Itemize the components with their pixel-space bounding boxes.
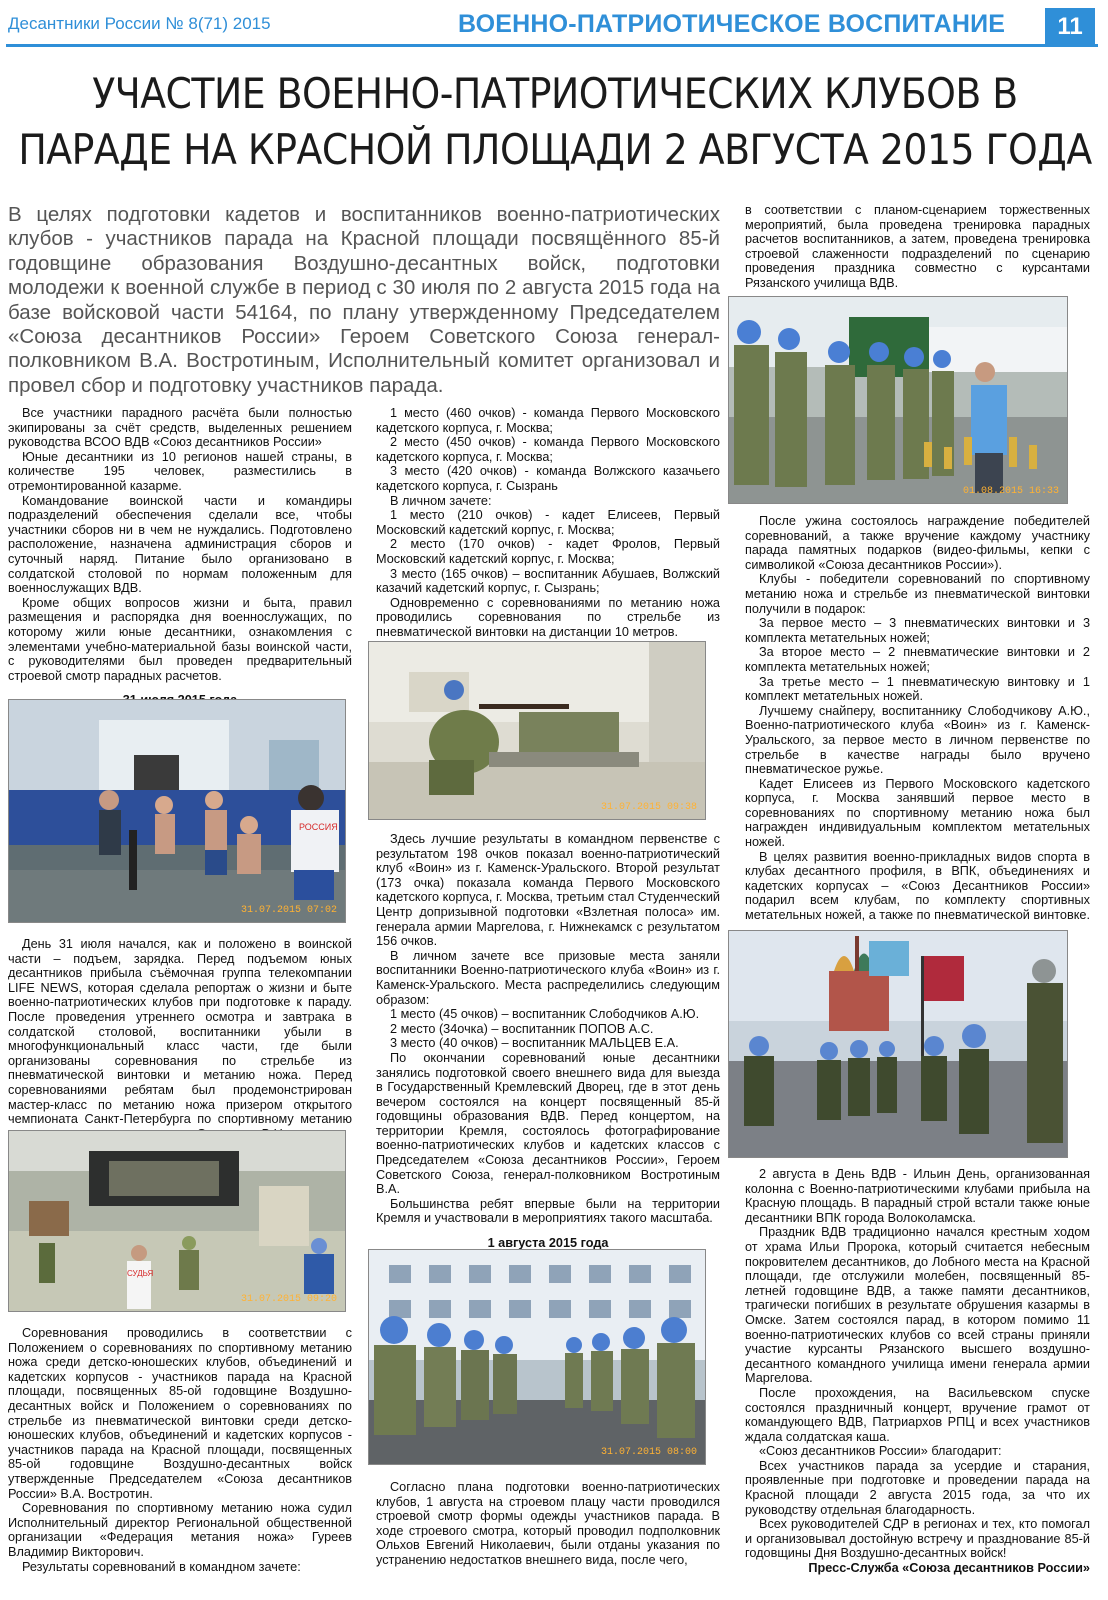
paragraph: Юные десантники из 10 регионов нашей страны, в количестве 195 человек, разместились в отремонтированной казарме. (8, 449, 352, 493)
column-c-top (745, 203, 1090, 291)
result-item: 2 место (450 очков) - команда Первого Московского кадетского корпуса, г. Москва; (376, 435, 720, 464)
date-subhead: 1 августа 2015 года (487, 1236, 609, 1251)
column-b-bottom (376, 1480, 720, 1568)
article-headline: УЧАСТИЕ ВОЕННО-ПАТРИОТИЧЕСКИХ КЛУБОВ В ПАРАДЕ НА КРАСНОЙ ПЛОЩАДИ 2 АВГУСТА 2015 ГОДА (18, 69, 1092, 174)
header-rule (6, 44, 1098, 47)
result-item: 2 место (34очка) – воспитанник ПОПОВ А.С. (390, 1021, 654, 1036)
photo-timestamp: 01.08.2015 16:33 (962, 486, 1059, 497)
article-signature: Пресс-Служба «Союза десантников России» (808, 1561, 1090, 1576)
photo-timestamp: 31.07.2015 07:02 (240, 905, 337, 916)
result-item: За второе место – 2 пневматические винтовки и 2 комплекта метательных ножей; (745, 645, 1090, 674)
paragraph: День 31 июля начался, как и положено в воинской части – подъем, зарядка. Перед подъемом юных десантников прибыла съёмочная группа телекомпании LIFE NEWS, которая сделала репортаж о жизни и быте военно-патриотических клубов при подготовке к параду. После проведения утреннего осмотра и завтрака в солдатской столовой, воспитанники убыли в многофункциональный класс части, где были организованы соревнования по стрельбе из пневматической винтовки и метанию ножа. Перед соревнованиями ребятам был продемонстрирован мастер-класс по метанию ножа призером открытого чемпионата Санкт-Петербурга по спортивному метанию (8, 937, 352, 1127)
paragraph: Командование воинской части и командиры подразделений обеспечения сделали все, чтобы участники сборов ни в чем не нуждались. Подготовлено расположение, назначена администрация сборов и суточный наряд. Питание было организовано в солдатской столовой по нормам положенным для военнослужащих ВДВ. (8, 493, 352, 596)
paragraph: Большинства ребят впервые были на территории Кремля и участвовали в мероприятиях такого масштаба. (376, 1196, 720, 1226)
result-item: 3 место (40 очков) – воспитанник МАЛЬЦЕВ Е.А. (390, 1036, 679, 1051)
photo-timestamp: 31.07.2015 09:38 (600, 802, 697, 813)
paragraph: Результаты соревнований в командном зачете: (22, 1559, 301, 1574)
paragraph: Клубы - победители соревнований по спортивному метанию ножа и стрельбе из пневматической винтовки получили в подарок: (745, 572, 1090, 616)
paragraph: Соревнования по спортивному метанию ножа судил Исполнительный директор Региональной общественной организации «Федерация метания ножа» Гуреев Владимир Викторович. (8, 1501, 352, 1559)
paragraph: По окончании соревнований юные десантники занялись подготовкой своего внешнего вида для выезда в Государственный Кремлевский Дворец, где в этот день вечером состоялся на концерт посвященный 85-й годовщины образования ВДВ. Перед концертом, на территории Кремля, состоялось фотографирование военно-патриотических клубов и кадетских классов с Председателем «Союза десантников России», Героем Советского Союза, генерал-полковником Востротиным В.А. (376, 1050, 720, 1197)
paragraph: В личном зачете: (390, 493, 492, 508)
result-item: За первое место – 3 пневматических винтовки и 3 комплекта метательных ножей; (745, 616, 1090, 645)
paragraph: В целях развития военно-прикладных видов спорта в клубах десантного профиля, в ВПК, объединениях и кадетских корпусах – «Союз Десантников России» подарил всем клубам, по комплекту спортивных метательных ножей, а также по пневматической винтовке. (745, 849, 1090, 923)
photo-knife-throwing (8, 1130, 346, 1312)
paragraph: Кадет Елисеев из Первого Московского кадетского корпуса, г. Москва занявший первое место в соревнованиях по спортивному метанию ножа был награжден индивидуальным комплектом метательных ножей. (745, 776, 1090, 850)
photo-shooting (368, 641, 706, 820)
page-number: 11 (1045, 8, 1095, 46)
paragraph: После ужина состоялось награждение победителей соревнований, а также вручение каждому участнику парада памятных подарков (видео-фильмы, кепки с символикой «Союза десантников России»). (745, 514, 1090, 572)
paragraph: Одновременно с соревнованиями по метанию ножа проводились соревнования по стрельбе из пневматической винтовки на дистанции 10 метров. (376, 595, 720, 639)
photo-morning-exercise (8, 699, 346, 923)
photo-timestamp: 31.07.2015 09:20 (240, 1294, 337, 1305)
result-item: 1 место (45 очков) – воспитанник Слободчиков А.Ю. (390, 1007, 700, 1022)
paragraph: Лучшему снайперу, воспитаннику Слободчикову А.Ю., Военно-патриотического клуба «Воин» из г. Каменск-Уральского, за первое место в личном первенстве по стрельбе в качестве награды было вручено пневматическое ружье. (745, 703, 1090, 777)
photo-red-square-parade (728, 930, 1068, 1158)
photo-drill-inspection (368, 1249, 706, 1465)
masthead: Десантники России № 8(71) 2015 (8, 14, 271, 33)
shirt-lettering: РОССИЯ (299, 822, 338, 832)
result-item: 3 место (165 очков) – воспитанник Абушаев, Волжский казачий кадетский корпус, г. Сызрань; (376, 566, 720, 596)
paragraph: Кроме общих вопросов жизни и быта, правил размещения и распорядка дня военнослужащих, по которому жили юные десантники, ознакомления с элементами учебно-материальной базы воинской части, с руководителями был проведен предварительный строевой смотр парадных расчетов. (8, 595, 352, 683)
column-a-bottom (8, 1326, 352, 1574)
paragraph: 2 августа в День ВДВ - Ильин День, организованная колонна с Военно-патриотическими клубами прибыла на Красную площадь. В парадный строй встали также юные десантники ВПК города Волоколамска. (745, 1167, 1090, 1225)
column-a-middle (8, 937, 352, 1141)
paragraph: Всех участников парада за усердие и старания, проявленные при подготовке и проведении парада на Красной площади 2 августа 2015 года, за что их руководству отдельная благодарность. (745, 1458, 1090, 1517)
column-a-top (8, 406, 352, 718)
article-lead: В целях подготовки кадетов и воспитанников военно-патриотических клубов - участников парада на Красной площади посвящённого 85-й годовщине образования Воздушно-десантных войск, подготовки молодежи к военной службе в период с 30 июля по 2 августа 2015 года на базе войсковой части 54164, по плану утвержденному Председателем «Союза десантников России» Героем Советского Союза генерал-полковником В.А. Востротиным, Исполнительный комитет организовал и провел сбор и подготовку участников парада. (8, 203, 720, 397)
paragraph: После прохождения, на Васильевском спуске состоялся праздничный концерт, вручение грамот от командующего ВДВ, Патриархов РПЦ и всех участников ждала солдатская каша. (745, 1385, 1090, 1444)
result-item: 1 место (210 очков) - кадет Елисеев, Первый Московский кадетский корпус, г. Москва; (376, 508, 720, 537)
result-item: 3 место (420 очков) - команда Волжского казачьего кадетского корпуса, г. Сызрань (376, 464, 720, 493)
column-c-bottom (745, 1167, 1090, 1576)
column-b-top (376, 406, 720, 640)
column-b-middle (376, 832, 720, 1261)
result-item: 2 место (170 очков) - кадет Фролов, Первый Московский кадетский корпус, г. Москва; (376, 537, 720, 566)
paragraph: Здесь лучшие результаты в командном первенстве с результатом 198 очков показал военно-патриотический клуб «Воин» из г. Каменск-Уральского. Второй результат (173 очка) показала команда Первого Московского кадетского корпуса, г. Москва, третьим стал Студенческий Центр допризывной подготовки «Взлетная полоса» им. генерала армии Маргелова, г. Нижнекамск с результатом 156 очков. (376, 832, 720, 949)
judge-lettering: СУДЬЯ (127, 1269, 154, 1278)
paragraph: Все участники парадного расчёта были полностью экипированы за счёт средств, выделенных решением руководства ВСОО ВДВ «Союз десантников России» (8, 406, 352, 450)
paragraph: Праздник ВДВ традиционно начался крестным ходом от храма Ильи Пророка, который считается небесным покровителем десантников, до Лобного места на Красной площади, где отслужили молебен, посвященный 85-летней годовщине ВДВ, а также памяти десантников, трагически погибших в результате обрушения казармы в Омске. Затем состоялся парад, в котором помимо 11 военно-патриотических клубов со всей страны приняли участие курсанты Рязанского высшего воздушно-десантного командного училища имени генерала армии Маргелова. (745, 1225, 1090, 1386)
paragraph: Согласно плана подготовки военно-патриотических клубов, 1 августа на строевом плацу части проводился строевой смотр формы одежды участников парада. В ходе строевого смотра, который проводил подполковник Ольхов Евгений Николаевич, были отданы указания по устранению недостатков внешнего вида, после чего, (376, 1480, 720, 1567)
result-item: 1 место (460 очков) - команда Первого Московского кадетского корпуса, г. Москва; (376, 406, 720, 435)
photo-awarding (728, 296, 1068, 504)
paragraph: Соревнования проводились в соответствии с Положением о соревнованиях по спортивному метанию ножа среди детско-юношеских клубов, объединений и кадетских корпусов - участников парада на Красной площади, посвященных 85-ой годовщине Воздушно-десантных войск и Положением о соревнованиях по стрельбе из пневматической винтовки среди детско-юношеских клубов, объединений и кадетских корпусов - участников парада на Красной площади, посвященных 85-ой годовщине Воздушно-десантных войск утвержденные Председателем «Союза десантников России» В.А. Востротин. (8, 1326, 352, 1501)
paragraph: «Союз десантников России» благодарит: (759, 1444, 1002, 1459)
column-c-middle (745, 514, 1090, 957)
paragraph: в соответствии с планом-сценарием торжественных мероприятий, была проведена тренировка парадных расчетов воспитанников, а затем, проведена тренировка строевой слаженности подразделений по сценарию проведения праздника совместно с курсантами Рязанского училища ВДВ. (745, 203, 1090, 290)
photo-timestamp: 31.07.2015 08:00 (600, 1447, 697, 1458)
paragraph: Всех руководителей СДР в регионах и тех, кто помогал и организовывал достойную встречу и празднование 85-й годовщины Дня Воздушно-десантных войск! (745, 1517, 1090, 1561)
paragraph: В личном зачете все призовые места заняли воспитанники Военно-патриотического клуба «Воин» из г. Каменск-Уральского. Места распределились следующим образом: (376, 948, 720, 1007)
rubric-title: ВОЕННО-ПАТРИОТИЧЕСКОЕ ВОСПИТАНИЕ (458, 10, 1006, 38)
result-item: За третье место – 1 пневматическую винтовку и 1 комплект метательных ножей. (745, 674, 1090, 704)
